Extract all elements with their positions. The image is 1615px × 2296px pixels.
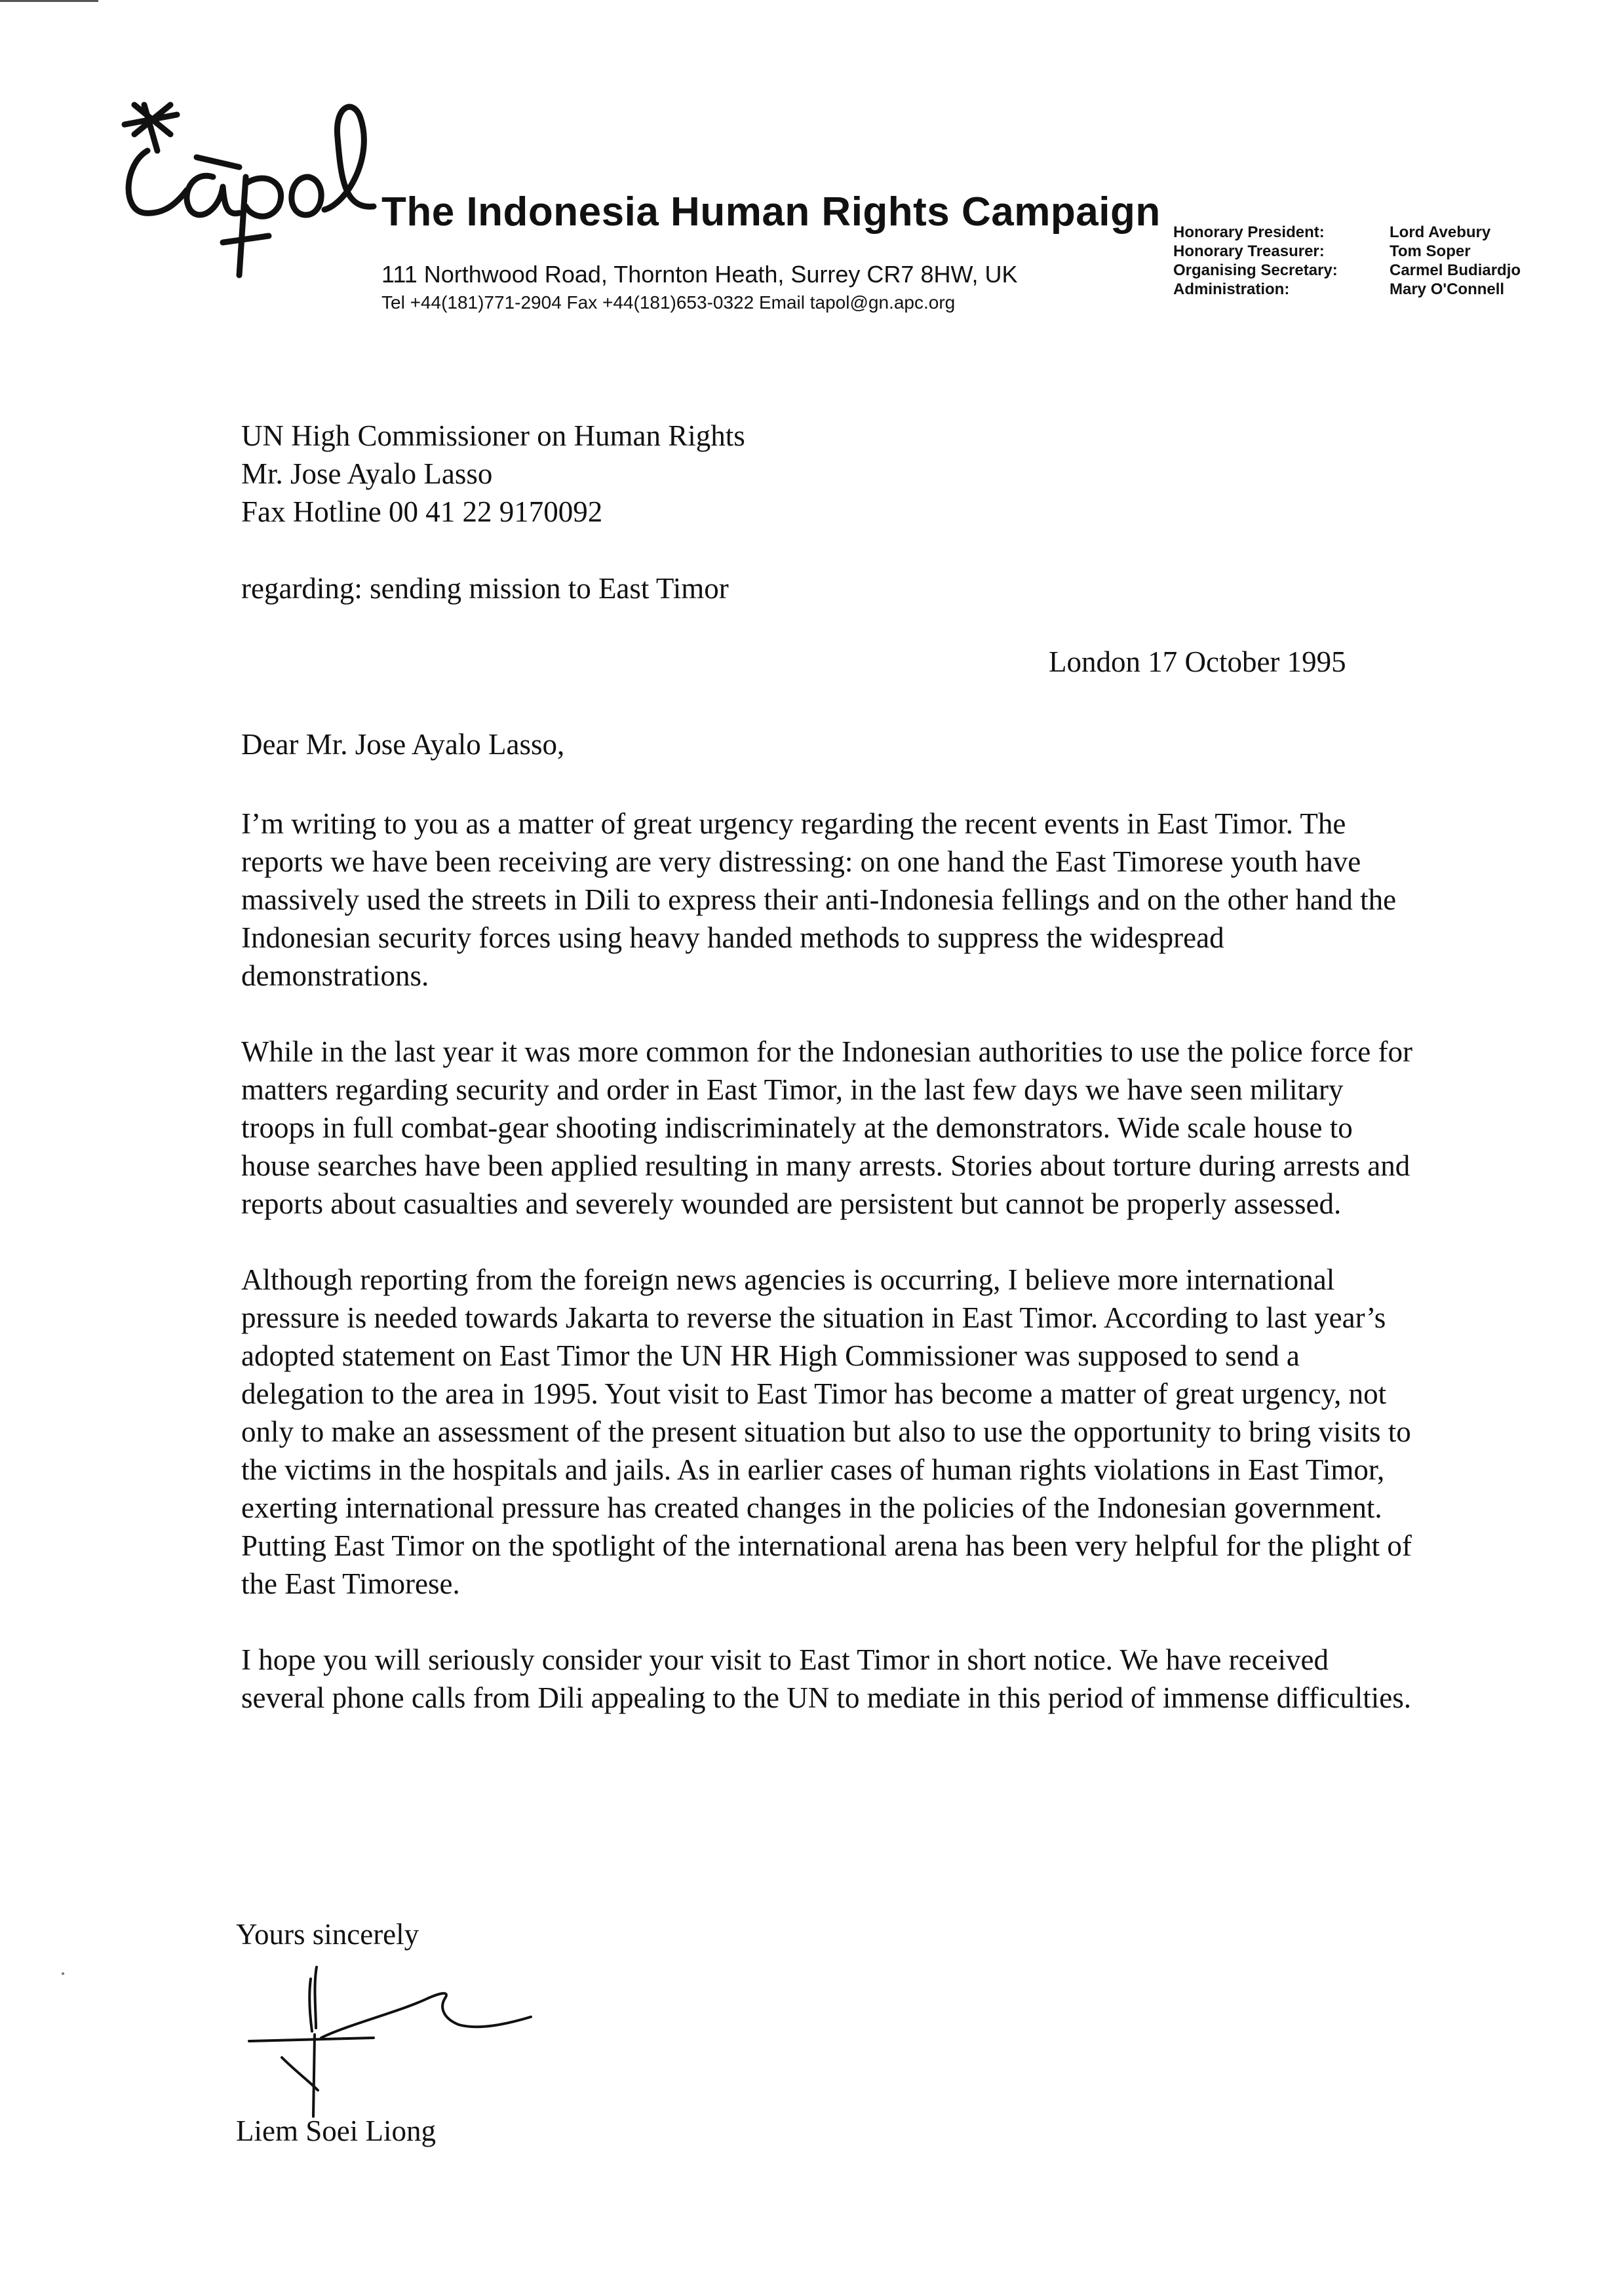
- body-paragraph: Although reporting from the foreign news agencies is occurring, I believe more international pressure is needed towards Jakarta to reverse the situation in East Timor. According to last year’s adopted statement on East Timor the UN HR High Commissioner was supposed to send a delegation to the area in 1995. Yout visit to East Timor has become a matter of great urgency, not only to make an assessment of the present situation but also to use the opportunity to bring visits to the victims in the hospitals and jails. As in earlier cases of human rights violations in East Timor, exerting international pressure has created changes in the policies of the Indonesian government. Putting East Timor on the spotlight of the international arena has been very helpful for the plight of the East Timorese.: [241, 1263, 1412, 1600]
- officer-row: [1173, 242, 1521, 261]
- salutation: Dear Mr. Jose Ayalo Lasso,: [241, 728, 565, 761]
- letter-body: [241, 805, 1414, 1755]
- organization-contact: Tel +44(181)771-2904 Fax +44(181)653-0322 Email tapol@gn.apc.org: [381, 292, 956, 313]
- recipient-block: [241, 417, 745, 531]
- signature: [243, 1959, 544, 2123]
- officer-row: [1173, 223, 1521, 242]
- organization-address: 111 Northwood Road, Thornton Heath, Surrey CR7 8HW, UK: [381, 261, 1018, 288]
- scan-edge-mark: [0, 0, 98, 2]
- officer-role: Organising Secretary:: [1173, 261, 1338, 279]
- officer-row: [1173, 261, 1521, 280]
- subject-line: regarding: sending mission to East Timor: [241, 572, 729, 605]
- recipient-fax: Fax Hotline 00 41 22 9170092: [241, 495, 603, 528]
- officer-name: Carmel Budiardjo: [1390, 261, 1521, 279]
- organization-name: The Indonesia Human Rights Campaign: [381, 189, 1161, 235]
- closing: Yours sincerely: [236, 1918, 419, 1951]
- officers-list: [1173, 223, 1521, 299]
- body-paragraph: I’m writing to you as a matter of great urgency regarding the recent events in East Timor. The reports we have been receiving are very distressing: on one hand the East Timorese youth have massively used the streets in Dili to express their anti-Indonesia fellings and on the other hand the Indonesian security forces using heavy handed methods to suppress the widespread demonstrations.: [241, 807, 1397, 992]
- body-paragraph: I hope you will seriously consider your visit to East Timor in short notice. We have received several phone calls from Dili appealing to the UN to mediate in this period of immense difficulties.: [241, 1643, 1411, 1714]
- officer-role: Administration:: [1173, 280, 1290, 298]
- letter-date: London 17 October 1995: [1049, 645, 1346, 678]
- tapol-logo: [98, 79, 380, 288]
- recipient-title: UN High Commissioner on Human Rights: [241, 419, 745, 452]
- officer-row: [1173, 280, 1521, 299]
- scan-speck: [62, 1972, 64, 1975]
- officer-name: Tom Soper: [1390, 242, 1471, 260]
- officer-role: Honorary President:: [1173, 223, 1325, 241]
- officer-name: Mary O'Connell: [1390, 280, 1505, 298]
- signer-name: Liem Soei Liong: [236, 2114, 436, 2147]
- body-paragraph: While in the last year it was more common for the Indonesian authorities to use the police force for matters regarding security and order in East Timor, in the last few days we have seen military troops in full combat-gear shooting indiscriminately at the demonstrators. Wide scale house to house searches have been applied resulting in many arrests. Stories about torture during arrests and reports about casualties and severely wounded are persistent but cannot be properly assessed.: [241, 1035, 1412, 1220]
- officer-role: Honorary Treasurer:: [1173, 242, 1325, 260]
- officer-name: Lord Avebury: [1390, 223, 1491, 241]
- recipient-name: Mr. Jose Ayalo Lasso: [241, 457, 493, 490]
